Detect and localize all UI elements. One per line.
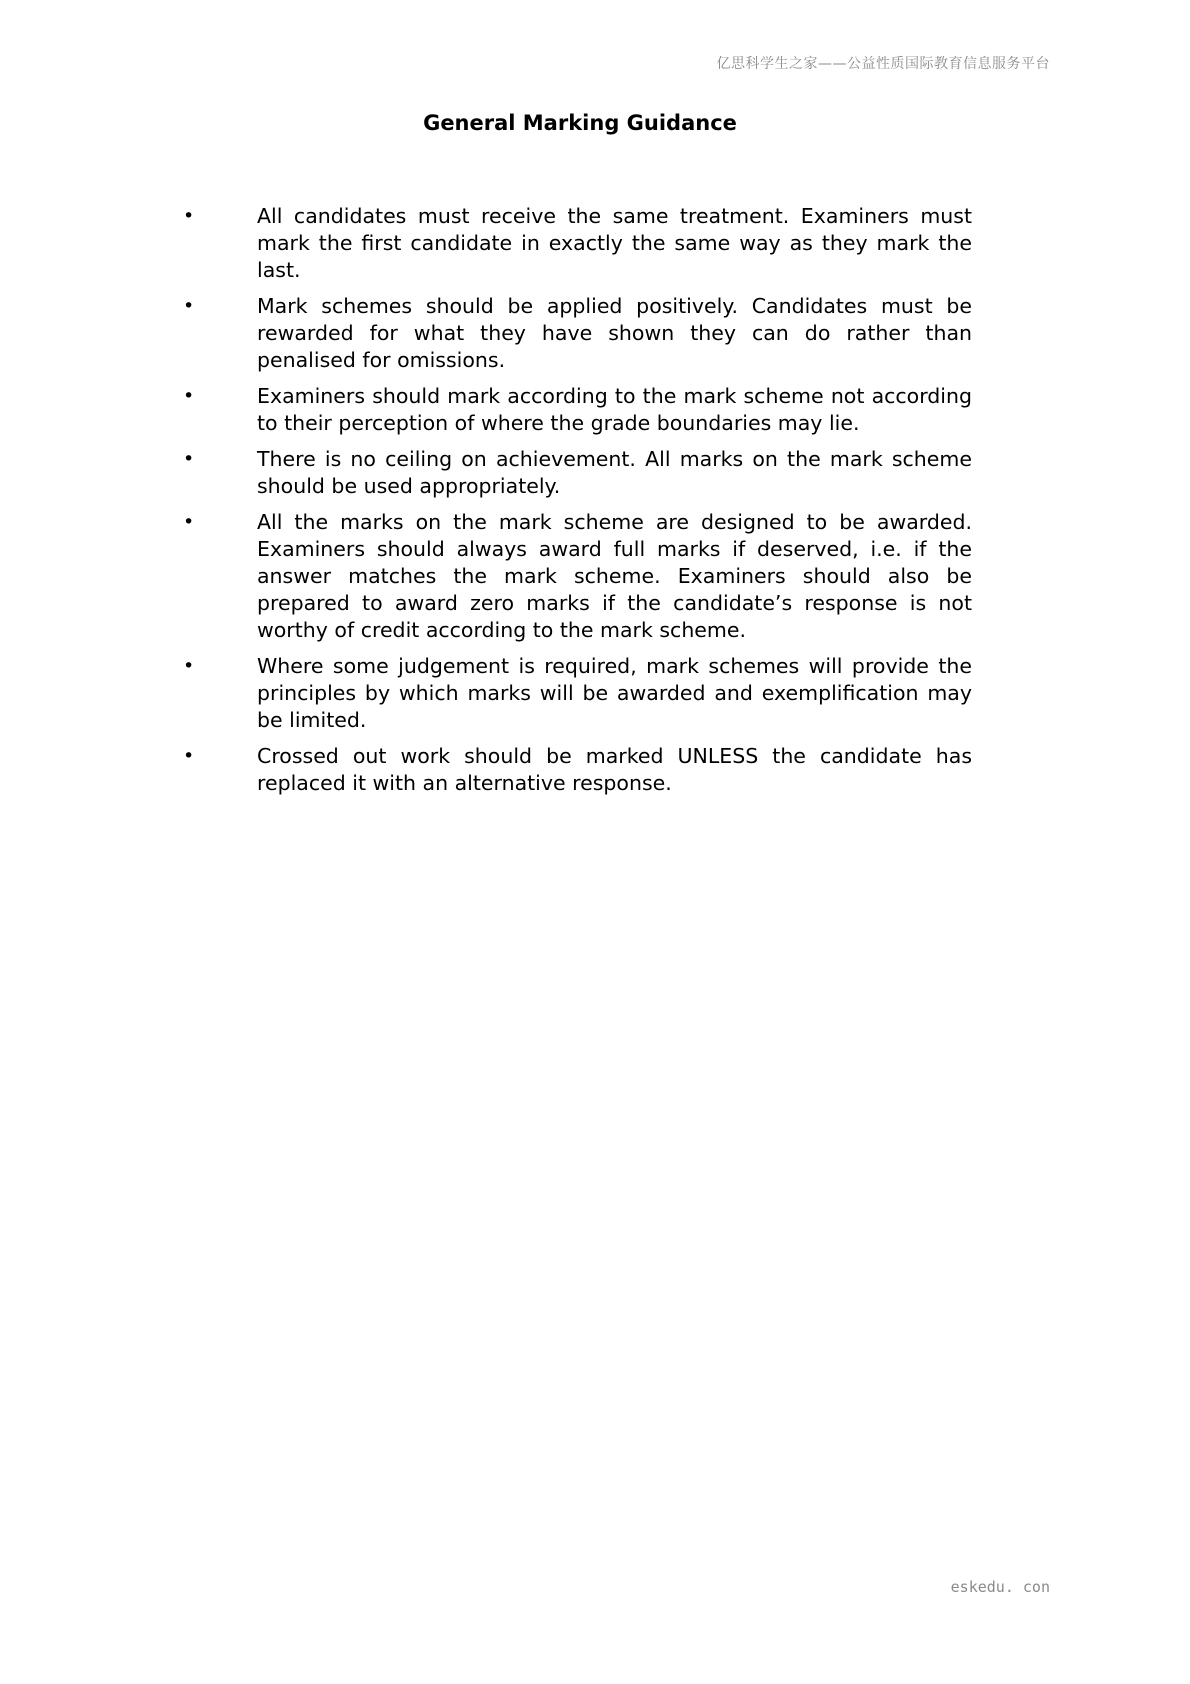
bullet-icon: • [183, 205, 195, 227]
list-item [183, 383, 972, 437]
list-item-text: There is no ceiling on achievement. All marks on the mark scheme should be used appropriately. [257, 447, 972, 498]
header-watermark-text: 亿思科学生之家——公益性质国际教育信息服务平台 [716, 56, 1050, 72]
list-item-text: All the marks on the mark scheme are designed to be awarded. Examiners should always award full marks if deserved, i.e. if the answer matches the mark scheme. Examiners should also be prepared to award zero marks if the candidate’s response is not worthy of credit according to the mark scheme. [257, 510, 972, 642]
list-item [183, 203, 972, 284]
list-item [183, 653, 972, 734]
bullet-icon: • [183, 385, 195, 407]
list-item-text: Where some judgement is required, mark schemes will provide the principles by which marks will be awarded and exemplification may be limited. [257, 654, 972, 732]
list-item-text: Examiners should mark according to the mark scheme not according to their perception of where the grade boundaries may lie. [257, 384, 972, 435]
footer-watermark-text: eskedu. con [950, 1578, 1050, 1596]
bullet-icon: • [183, 511, 195, 533]
bullet-icon: • [183, 655, 195, 677]
list-item [183, 293, 972, 374]
list-item-text: All candidates must receive the same treatment. Examiners must mark the first candidate in exactly the same way as they mark the last. [257, 204, 972, 282]
bullet-icon: • [183, 745, 195, 767]
page-title: General Marking Guidance [423, 111, 737, 135]
bullet-icon: • [183, 448, 195, 470]
bullet-icon: • [183, 295, 195, 317]
list-item [183, 743, 972, 797]
guidance-list [183, 203, 972, 806]
list-item [183, 509, 972, 644]
list-item-text: Mark schemes should be applied positively. Candidates must be rewarded for what they have shown they can do rather than penalised for omissions. [257, 294, 972, 372]
list-item [183, 446, 972, 500]
list-item-text: Crossed out work should be marked UNLESS the candidate has replaced it with an alternative response. [257, 744, 972, 795]
